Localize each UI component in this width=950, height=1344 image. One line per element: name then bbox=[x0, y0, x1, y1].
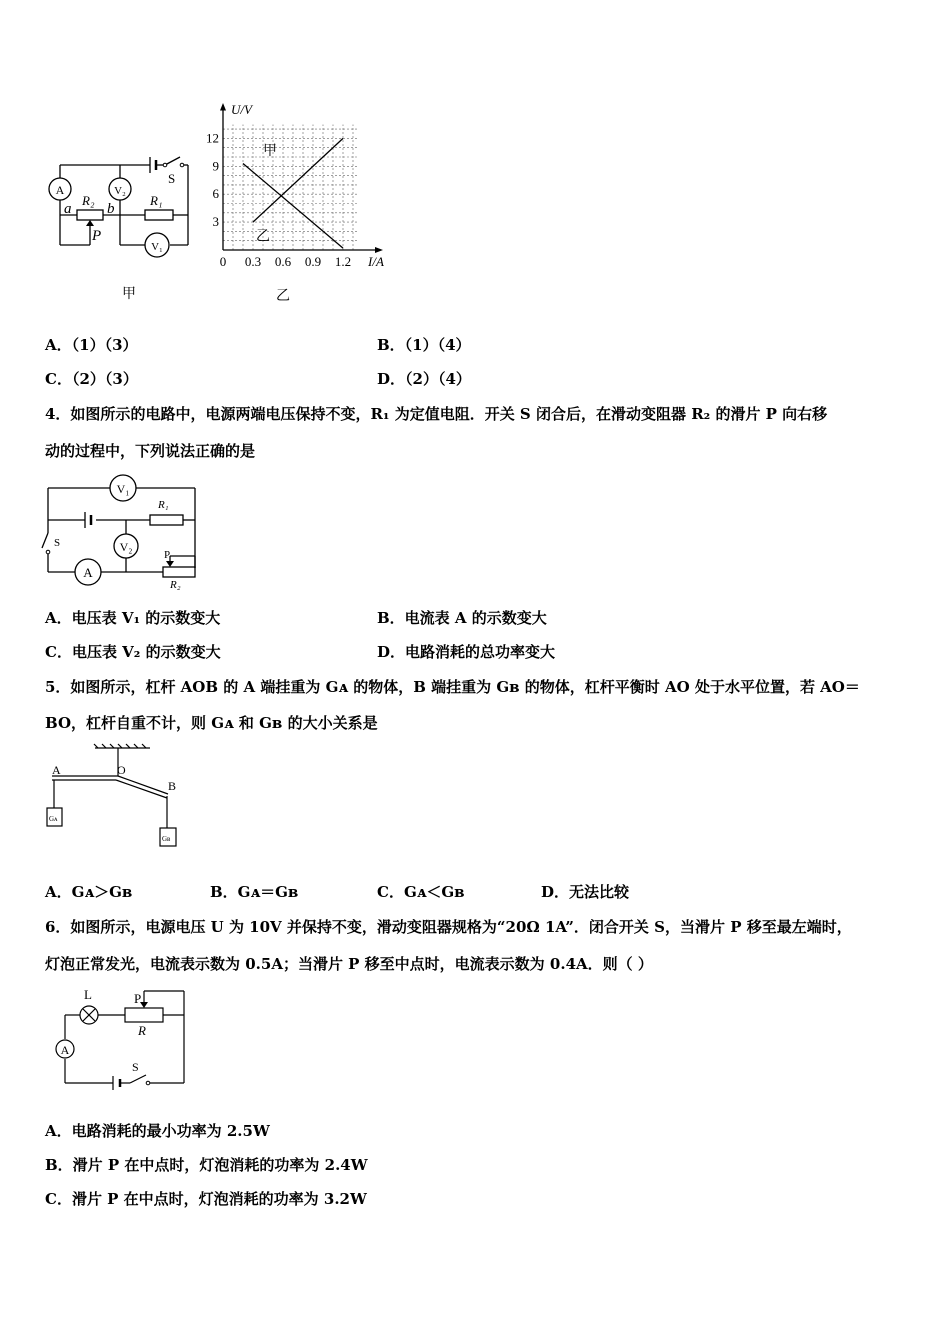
x-axis-label: I/A bbox=[368, 254, 384, 269]
q3-option-a[interactable]: A．（1）（3） bbox=[45, 336, 138, 354]
q5-option-a[interactable]: A．Gᴀ＞Gʙ bbox=[45, 883, 133, 901]
y-tick-label: 9 bbox=[212, 158, 219, 174]
q3-option-b[interactable]: B．（1）（4） bbox=[377, 336, 471, 354]
x-tick-label: 0.6 bbox=[274, 254, 292, 269]
ammeter-label: A bbox=[55, 183, 65, 197]
q6-r-label: R bbox=[138, 1023, 146, 1038]
annotation-jia: 甲 bbox=[263, 144, 277, 160]
v2-label: V₂ bbox=[114, 185, 126, 197]
q6-option-c[interactable]: C．滑片 P 在中点时，灯泡消耗的功率为 3.2W bbox=[45, 1190, 367, 1208]
y-tick-label: 3 bbox=[212, 214, 219, 230]
fig-yi-caption: 乙 bbox=[276, 288, 290, 304]
q5-b-label: B bbox=[168, 779, 177, 793]
q4-r2-label: R₂ bbox=[170, 579, 181, 591]
r1-label: R₁ bbox=[150, 193, 163, 208]
x-tick-label: 1.2 bbox=[334, 254, 352, 269]
q5-option-d[interactable]: D．无法比较 bbox=[541, 883, 630, 901]
x-tick-label: 0 bbox=[219, 254, 227, 269]
y-tick-label: 6 bbox=[212, 186, 219, 202]
q6-l-label: L bbox=[84, 987, 92, 1002]
q5-o-label: O bbox=[117, 763, 126, 777]
q5-a-label: A bbox=[52, 763, 61, 777]
q6-s-label: S bbox=[132, 1060, 139, 1074]
y-axis-label: U/V bbox=[231, 102, 252, 118]
q3-option-c[interactable]: C．（2）（3） bbox=[45, 370, 138, 388]
q6-circuit bbox=[50, 983, 195, 1093]
q5-lever-figure bbox=[40, 742, 200, 852]
v1-label: V₁ bbox=[151, 241, 163, 253]
x-axis-arrow bbox=[375, 247, 383, 253]
q6-option-b[interactable]: B．滑片 P 在中点时，灯泡消耗的功率为 2.4W bbox=[45, 1156, 368, 1174]
q6-stem-line2: 灯泡正常发光，电流表示数为 0.5A；当滑片 P 移至中点时，电流表示数为 0.4A．则（ ） bbox=[45, 955, 653, 973]
q3-option-d[interactable]: D．（2）（4） bbox=[377, 370, 471, 388]
q4-option-d[interactable]: D．电路消耗的总功率变大 bbox=[377, 643, 556, 661]
annotation-yi: 乙 bbox=[256, 229, 270, 245]
q4-v2-label: V₂ bbox=[119, 540, 133, 554]
q3-circuit-jia bbox=[40, 145, 210, 260]
s-label: S bbox=[168, 171, 176, 186]
q5-ga-label: Gᴀ bbox=[49, 815, 58, 823]
q6-a-label: A bbox=[60, 1043, 70, 1057]
y-tick-label: 12 bbox=[206, 130, 219, 146]
a-label: a bbox=[64, 201, 72, 217]
q5-gb-label: Gʙ bbox=[162, 835, 171, 843]
q5-stem-line2: BO，杠杆自重不计，则 Gᴀ 和 Gʙ 的大小关系是 bbox=[45, 714, 378, 732]
x-tick-label: 0.3 bbox=[244, 254, 262, 269]
b-label: b bbox=[107, 201, 115, 217]
q6-stem-line1: 6．如图所示，电源电压 U 为 10V 并保持不变，滑动变阻器规格为“20Ω 1A”．闭合开关 S，当滑片 P 移至最左端时， bbox=[45, 918, 852, 936]
q4-option-a[interactable]: A．电压表 V₁ 的示数变大 bbox=[45, 609, 221, 627]
q5-stem-line1: 5．如图所示，杠杆 AOB 的 A 端挂重为 Gᴀ 的物体，B 端挂重为 Gʙ 的物体，杠杆平衡时 AO 处于水平位置，若 AO＝ bbox=[45, 678, 860, 696]
q4-option-c[interactable]: C．电压表 V₂ 的示数变大 bbox=[45, 643, 221, 661]
q3-graph-yi bbox=[205, 98, 395, 278]
x-tick-label: 0.9 bbox=[304, 254, 322, 269]
q4-circuit bbox=[40, 470, 210, 592]
q4-r1-label: R₁ bbox=[158, 499, 169, 511]
q4-stem-line2: 动的过程中，下列说法正确的是 bbox=[45, 442, 256, 460]
r2-label: R₂ bbox=[82, 193, 95, 208]
q6-option-a[interactable]: A．电路消耗的最小功率为 2.5W bbox=[45, 1122, 270, 1140]
q5-option-b[interactable]: B．Gᴀ＝Gʙ bbox=[210, 883, 299, 901]
q4-stem-line1: 4．如图所示的电路中，电源两端电压保持不变，R₁ 为定值电阻．开关 S 闭合后，在滑动变阻器 R₂ 的滑片 P 向右移 bbox=[45, 405, 828, 423]
q6-p-label: P bbox=[134, 991, 142, 1006]
q4-p-label: P bbox=[164, 549, 171, 561]
q5-option-c[interactable]: C．Gᴀ＜Gʙ bbox=[377, 883, 465, 901]
q4-s-label: S bbox=[54, 537, 61, 549]
q4-a-label: A bbox=[83, 565, 93, 580]
q4-option-b[interactable]: B．电流表 A 的示数变大 bbox=[377, 609, 547, 627]
p-label: P bbox=[92, 228, 102, 244]
y-axis-arrow bbox=[220, 103, 226, 110]
fig-jia-caption: 甲 bbox=[122, 286, 136, 302]
q4-v1-label: V₁ bbox=[116, 482, 130, 496]
